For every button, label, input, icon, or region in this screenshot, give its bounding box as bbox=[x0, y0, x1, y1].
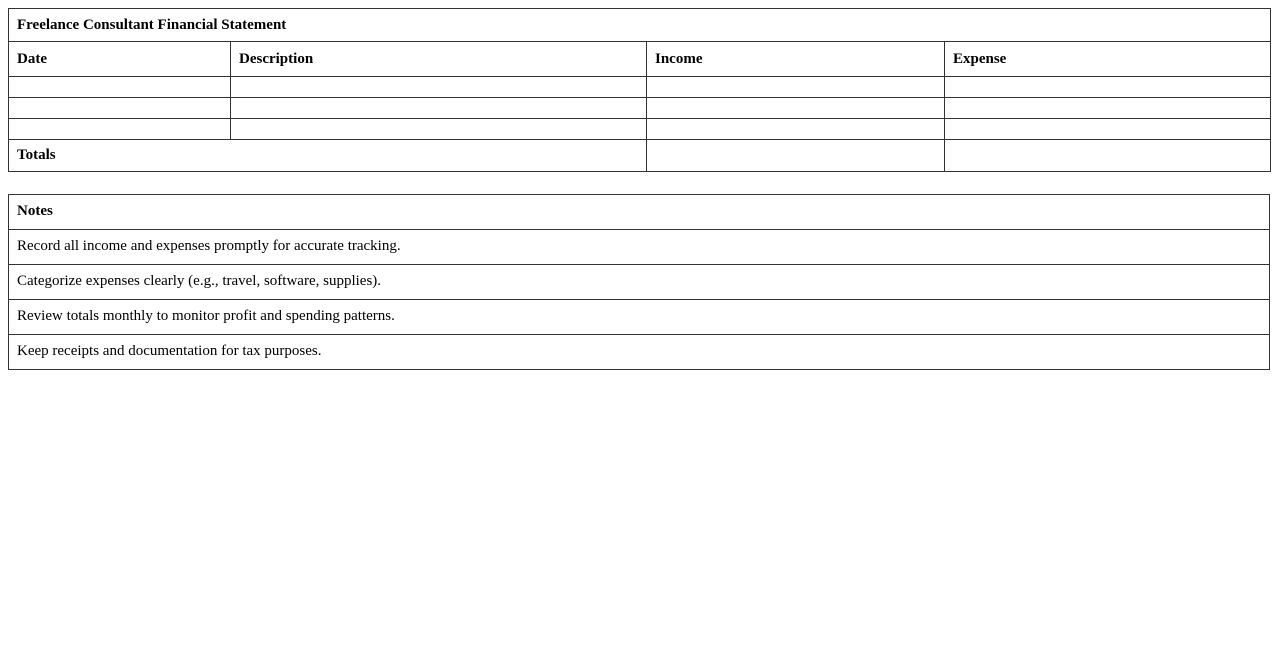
cell-income[interactable] bbox=[647, 98, 945, 119]
cell-description[interactable] bbox=[231, 77, 647, 98]
table-row bbox=[9, 98, 1271, 119]
cell-income[interactable] bbox=[647, 119, 945, 140]
cell-description[interactable] bbox=[231, 98, 647, 119]
notes-table bbox=[8, 194, 1270, 370]
list-item bbox=[9, 264, 1270, 299]
list-item bbox=[9, 299, 1270, 334]
column-header-date: Date bbox=[9, 42, 231, 77]
table-row bbox=[9, 119, 1271, 140]
statement-title-row bbox=[9, 9, 1271, 42]
list-item bbox=[9, 229, 1270, 264]
notes-title: Notes bbox=[9, 194, 1270, 229]
statement-header-row bbox=[9, 42, 1271, 77]
column-header-description: Description bbox=[231, 42, 647, 77]
totals-label: Totals bbox=[9, 140, 647, 172]
cell-description[interactable] bbox=[231, 119, 647, 140]
cell-date[interactable] bbox=[9, 98, 231, 119]
section-spacer bbox=[8, 172, 1270, 194]
cell-income[interactable] bbox=[647, 77, 945, 98]
cell-expense[interactable] bbox=[945, 77, 1271, 98]
table-row bbox=[9, 77, 1271, 98]
cell-date[interactable] bbox=[9, 119, 231, 140]
totals-row bbox=[9, 140, 1271, 172]
financial-statement-table bbox=[8, 8, 1271, 172]
notes-title-row bbox=[9, 194, 1270, 229]
note-text: Record all income and expenses promptly for accurate tracking. bbox=[9, 229, 1270, 264]
cell-expense[interactable] bbox=[945, 119, 1271, 140]
list-item bbox=[9, 334, 1270, 369]
note-text: Categorize expenses clearly (e.g., travel, software, supplies). bbox=[9, 264, 1270, 299]
cell-expense[interactable] bbox=[945, 98, 1271, 119]
totals-expense[interactable] bbox=[945, 140, 1271, 172]
totals-income[interactable] bbox=[647, 140, 945, 172]
note-text: Review totals monthly to monitor profit and spending patterns. bbox=[9, 299, 1270, 334]
note-text: Keep receipts and documentation for tax purposes. bbox=[9, 334, 1270, 369]
cell-date[interactable] bbox=[9, 77, 231, 98]
statement-title: Freelance Consultant Financial Statement bbox=[9, 9, 1271, 42]
column-header-income: Income bbox=[647, 42, 945, 77]
column-header-expense: Expense bbox=[945, 42, 1271, 77]
